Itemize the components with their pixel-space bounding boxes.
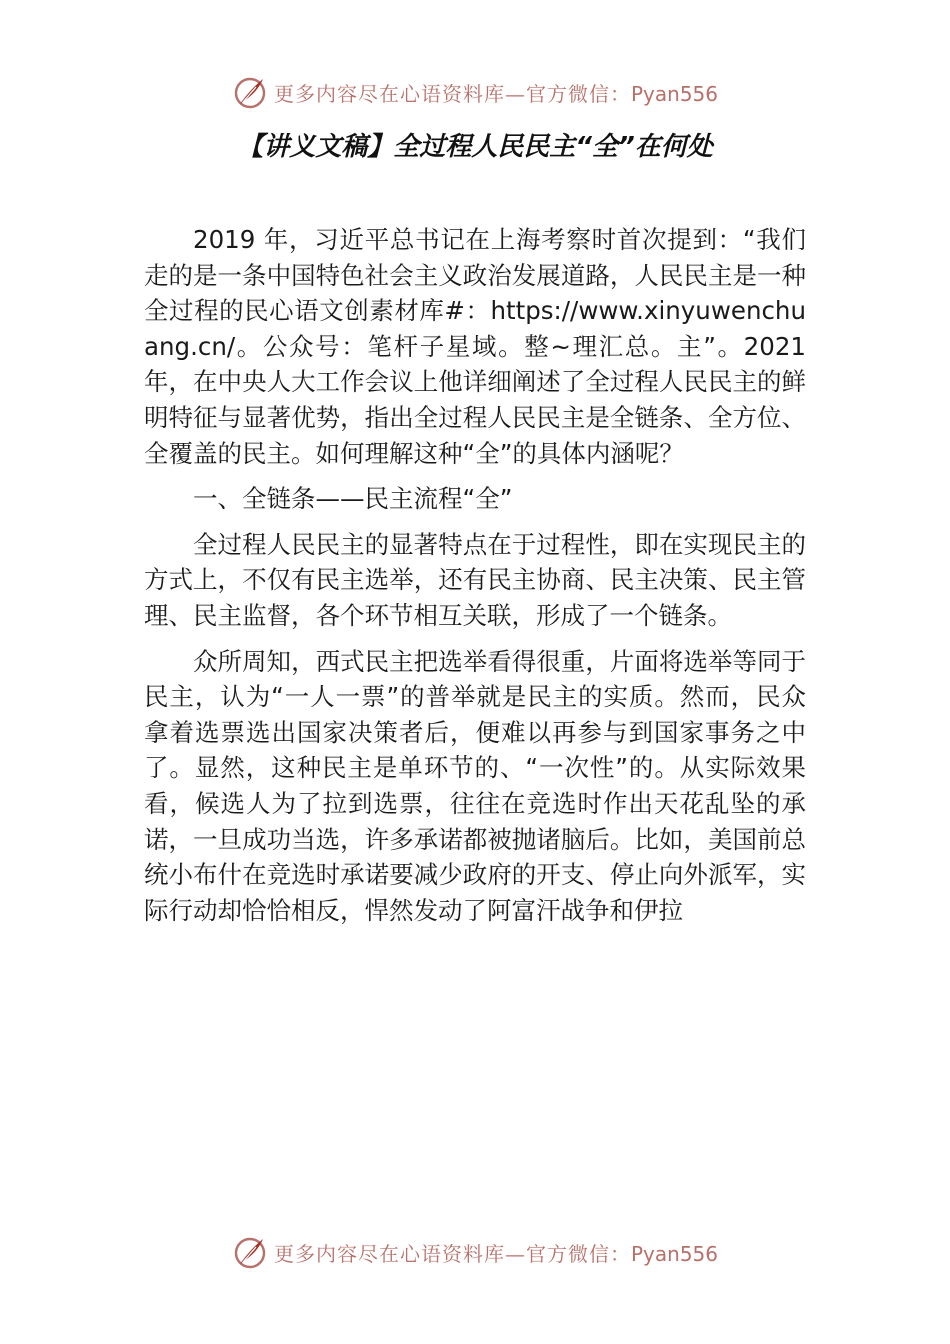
paragraph-intro: 2019 年，习近平总书记在上海考察时首次提到：“我们走的是一条中国特色社会主义政治发展道路，人民民主是一种全过程的民心语文创素材库#：https://www.xinyuwenchuang.cn/。公众号：笔杆子星域。整~理汇总。主”。2021 年，在中央人大工作会议上他详细阐述了全过程人民民主的鲜明特征与显著优势，指出全过程人民民主是全链条、全方位、全覆盖的民主。如何理解这种“全”的具体内涵呢？: [144, 225, 806, 468]
watermark-text: 更多内容尽在心语资料库—官方微信：Pyan556: [273, 1241, 718, 1266]
quill-seal-icon: [232, 1234, 268, 1270]
paragraph-western-democracy: 众所周知，西式民主把选举看得很重，片面将选举等同于民主，认为“一人一票”的普举就是民主的实质。然而，民众拿着选票选出国家决策者后，便难以再参与到国家事务之中了。显然，这种民主是单环节的、“一次性”的。从实际效果看，候选人为了拉到选票，往往在竞选时作出天花乱坠的承诺，一旦成功当选，许多承诺都被抛诸脑后。比如，美国前总统小布什在竞选时承诺要减少政府的开支、停止向外派军，实际行动却恰恰相反，悍然发动了阿富汗战争和伊拉: [144, 646, 806, 925]
paragraph-process: 全过程人民民主的显著特点在于过程性，即在实现民主的方式上，不仅有民主选举，还有民主协商、民主决策、民主管理、民主监督，各个环节相互关联，形成了一个链条。: [144, 529, 806, 630]
section-heading-1: 一、全链条——民主流程“全”: [193, 484, 513, 514]
footer-watermark: [0, 1232, 950, 1272]
document-title: 【讲义文稿】全过程人民民主“全”在何处: [237, 132, 713, 162]
watermark-text: 更多内容尽在心语资料库—官方微信：Pyan556: [273, 81, 718, 106]
document-body: [144, 222, 806, 938]
quill-seal-icon: [232, 74, 268, 110]
header-watermark: [0, 72, 950, 112]
